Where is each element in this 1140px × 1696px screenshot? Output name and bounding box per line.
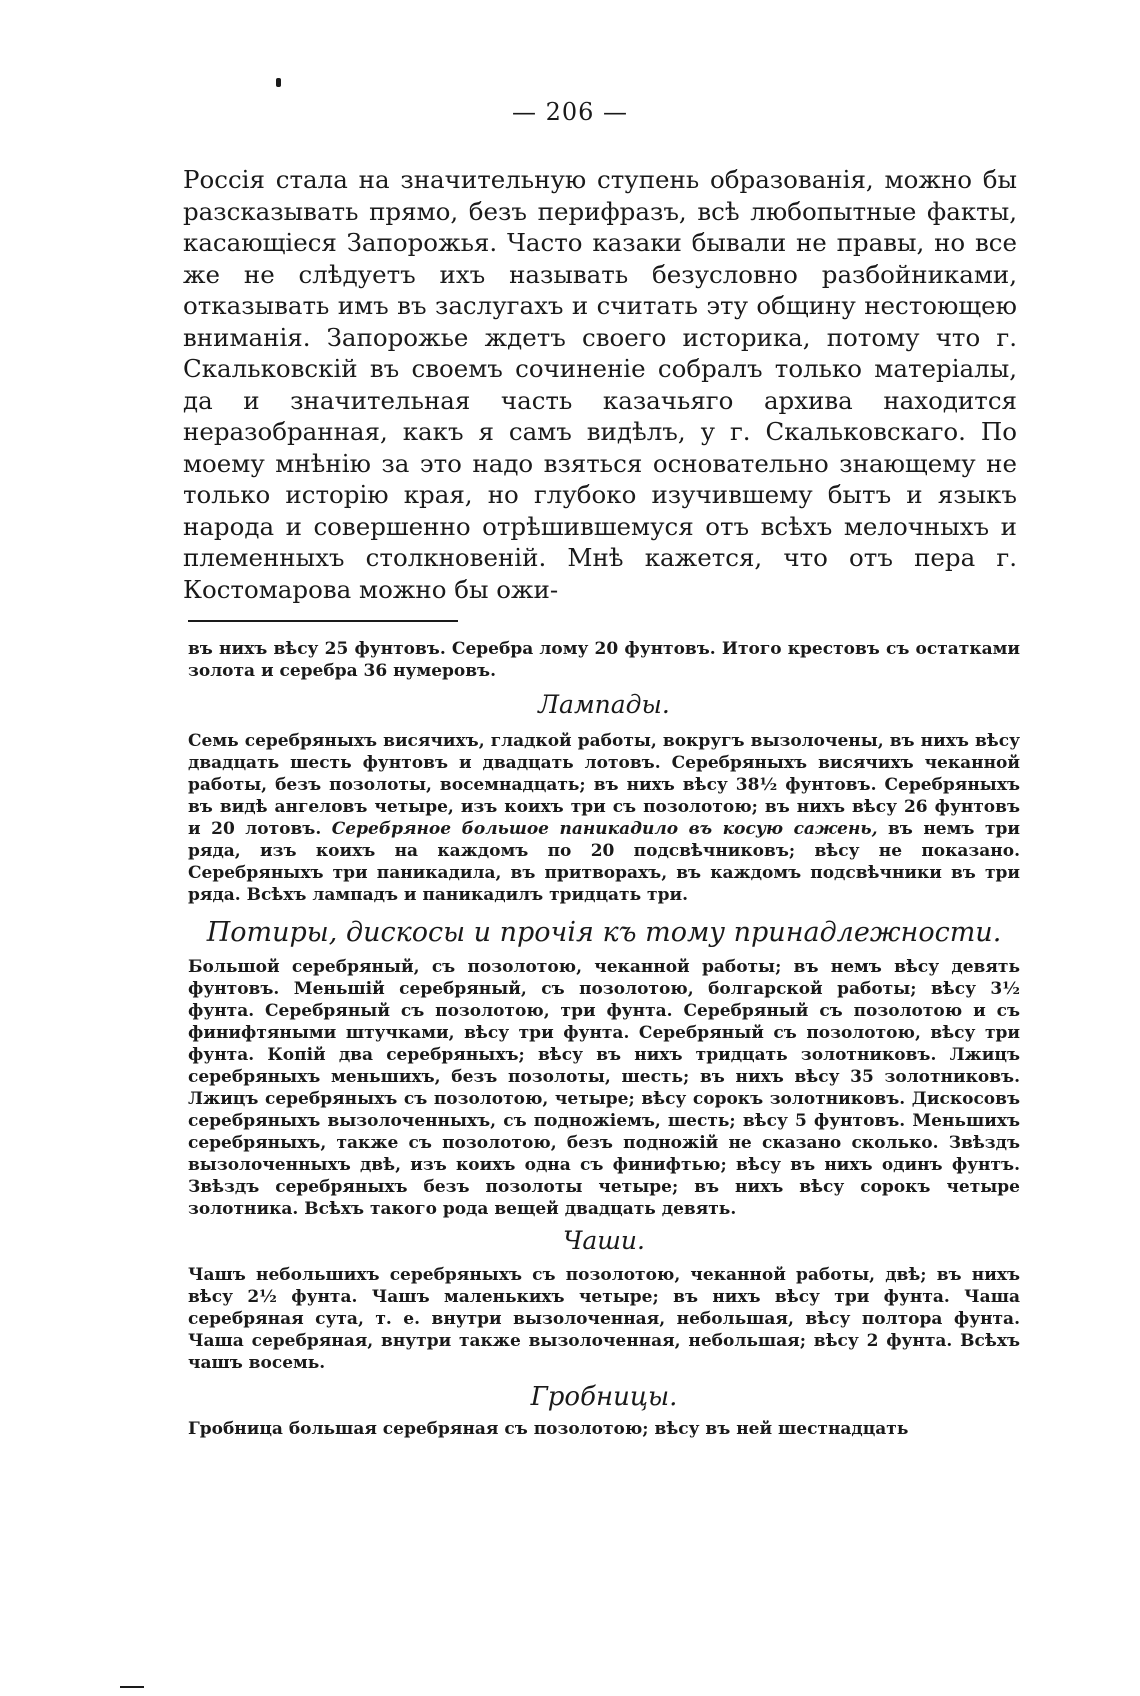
- lampady-text-italic: Серебряное большое паникадило въ косую сажень,: [331, 819, 878, 839]
- section-heading-chashi: Чаши.: [563, 1226, 645, 1255]
- page-number: — 206 —: [511, 98, 629, 126]
- ink-dot-mark: [276, 78, 281, 87]
- section-heading-potiry: Потиры, дискосы и прочія къ тому принадлежности.: [206, 917, 1002, 948]
- lampady-text-after: въ немъ три ряда, изъ коихъ на каждомъ по 20 подсвѣчниковъ; вѣсу не показано. Серебряныхъ три паникадила, въ притворахъ, въ каждомъ подсвѣчники въ три ряда. Всѣхъ лампадъ и паникадилъ тридцать три.: [188, 819, 1020, 905]
- lampady-text-before: Семь серебряныхъ висячихъ, гладкой работы, вокругъ вызолочены, въ нихъ вѣсу двадцать шесть фунтовъ и двадцать лотовъ. Серебряныхъ висячихъ чеканной работы, безъ позолоты, восемнадцать; въ нихъ вѣсу 38½ фунтовъ. Серебряныхъ въ видѣ ангеловъ четыре, изъ коихъ три съ позолотою; въ нихъ вѣсу 26 фунтовъ и 20 лотовъ.: [188, 731, 1020, 839]
- main-text-block: [183, 164, 1017, 605]
- main-paragraph: Россія стала на значительную ступень образованія, можно бы разсказывать прямо, безъ перифразъ, всѣ любопытные факты, касающіеся Запорожья. Часто казаки бывали не правы, но все же не слѣдуетъ ихъ называть безусловно разбойниками, отказывать имъ въ заслугахъ и считать эту общину нестоющею вниманія. Запорожье ждетъ своего историка, потому что г. Скальковскій въ своемъ сочиненіе собралъ только матеріалы, да и значительная часть казачьяго архива находится неразобранная, какъ я самъ видѣлъ, у г. Скальковскаго. По моему мнѣнію за это надо взяться основательно знающему не только исторію края, но глубоко изучившему бытъ и языкъ народа и совершенно отрѣшившемуся отъ всѣхъ мелочныхъ и племенныхъ столкновеній. Мнѣ кажется, что отъ пера г. Костомарова можно бы ожи-: [183, 165, 1017, 604]
- section-text-grobnicy: Гробница большая серебряная съ позолотою; вѣсу въ ней шестнадцать: [188, 1419, 909, 1439]
- section-heading-lampady: Лампады.: [538, 690, 670, 719]
- footnote-block: [188, 638, 1020, 1440]
- footnote-separator: [188, 620, 458, 622]
- footnote-intro: въ нихъ вѣсу 25 фунтовъ. Серебра лому 20 фунтовъ. Итого крестовъ съ остатками золота и серебра 36 нумеровъ.: [188, 639, 1020, 681]
- section-text-potiry: Большой серебряный, съ позолотою, чеканной работы; въ немъ вѣсу девять фунтовъ. Меньшій серебряный, съ позолотою, болгарской работы; вѣсу 3½ фунта. Серебряный съ позолотою, три фунта. Серебряный съ позолотою и съ финифтяными штучками, вѣсу три фунта. Серебряный съ позолотою, вѣсу три фунта. Копій два серебряныхъ; вѣсу въ нихъ тридцать золотниковъ. Лжицъ серебряныхъ меньшихъ, безъ позолоты, шесть; въ нихъ вѣсу 35 золотниковъ. Лжицъ серебряныхъ съ позолотою, четыре; вѣсу сорокъ золотниковъ. Дискосовъ серебряныхъ вызолоченныхъ, съ подножіемъ, шесть; вѣсу 5 фунтовъ. Меньшихъ серебряныхъ, также съ позолотою, безъ подножій не сказано сколько. Звѣздъ вызолоченныхъ двѣ, изъ коихъ одна съ финифтью; вѣсу въ нихъ одинъ фунтъ. Звѣздъ серебряныхъ безъ позолоты четыре; въ нихъ вѣсу сорокъ четыре золотника. Всѣхъ такого рода вещей двадцать девять.: [188, 957, 1020, 1219]
- section-text-lampady: [188, 730, 1020, 906]
- section-heading-grobnicy: Гробницы.: [530, 1382, 678, 1412]
- section-text-chashi: Чашъ небольшихъ серебряныхъ съ позолотою, чеканной работы, двѣ; въ нихъ вѣсу 2½ фунта. Чашъ маленькихъ четыре; въ нихъ вѣсу три фунта. Чаша серебряная сута, т. е. внутри вызолоченная, небольшая, вѣсу полтора фунта. Чаша серебряная, внутри также вызолоченная, небольшая; вѣсу 2 фунта. Всѣхъ чашъ восемь.: [188, 1265, 1020, 1373]
- corner-rule-mark: [120, 1686, 144, 1688]
